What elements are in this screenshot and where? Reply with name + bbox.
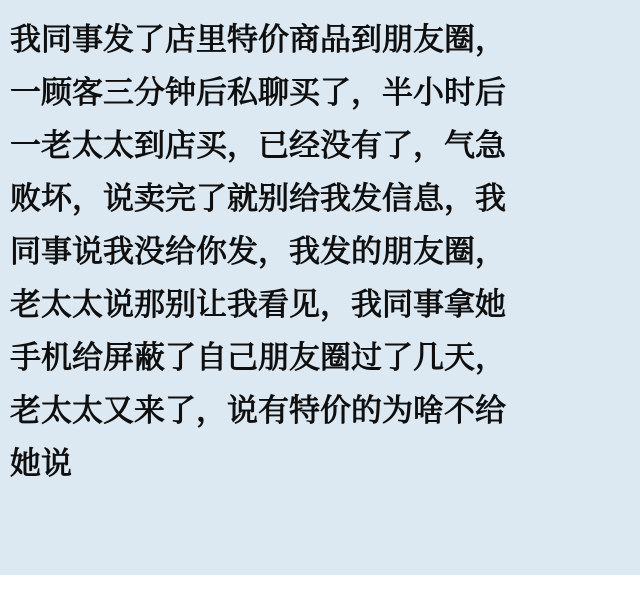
bottom-margin [0,575,640,589]
text-line: 老太太说那别让我看见，我同事拿她 [10,287,506,323]
text-line: 同事说我没给你发，我发的朋友圈， [10,234,506,270]
text-line: 败坏，说卖完了就别给我发信息，我 [10,181,506,217]
text-line: 一老太太到店买，已经没有了，气急 [10,128,506,164]
text-line: 手机给屏蔽了自己朋友圈过了几天， [10,340,506,376]
text-line: 她说 [10,446,72,482]
text-line: 一顾客三分钟后私聊买了，半小时后 [10,75,506,111]
text-line: 我同事发了店里特价商品到朋友圈， [10,22,506,58]
text-line: 老太太又来了，说有特价的为啥不给 [10,393,506,429]
